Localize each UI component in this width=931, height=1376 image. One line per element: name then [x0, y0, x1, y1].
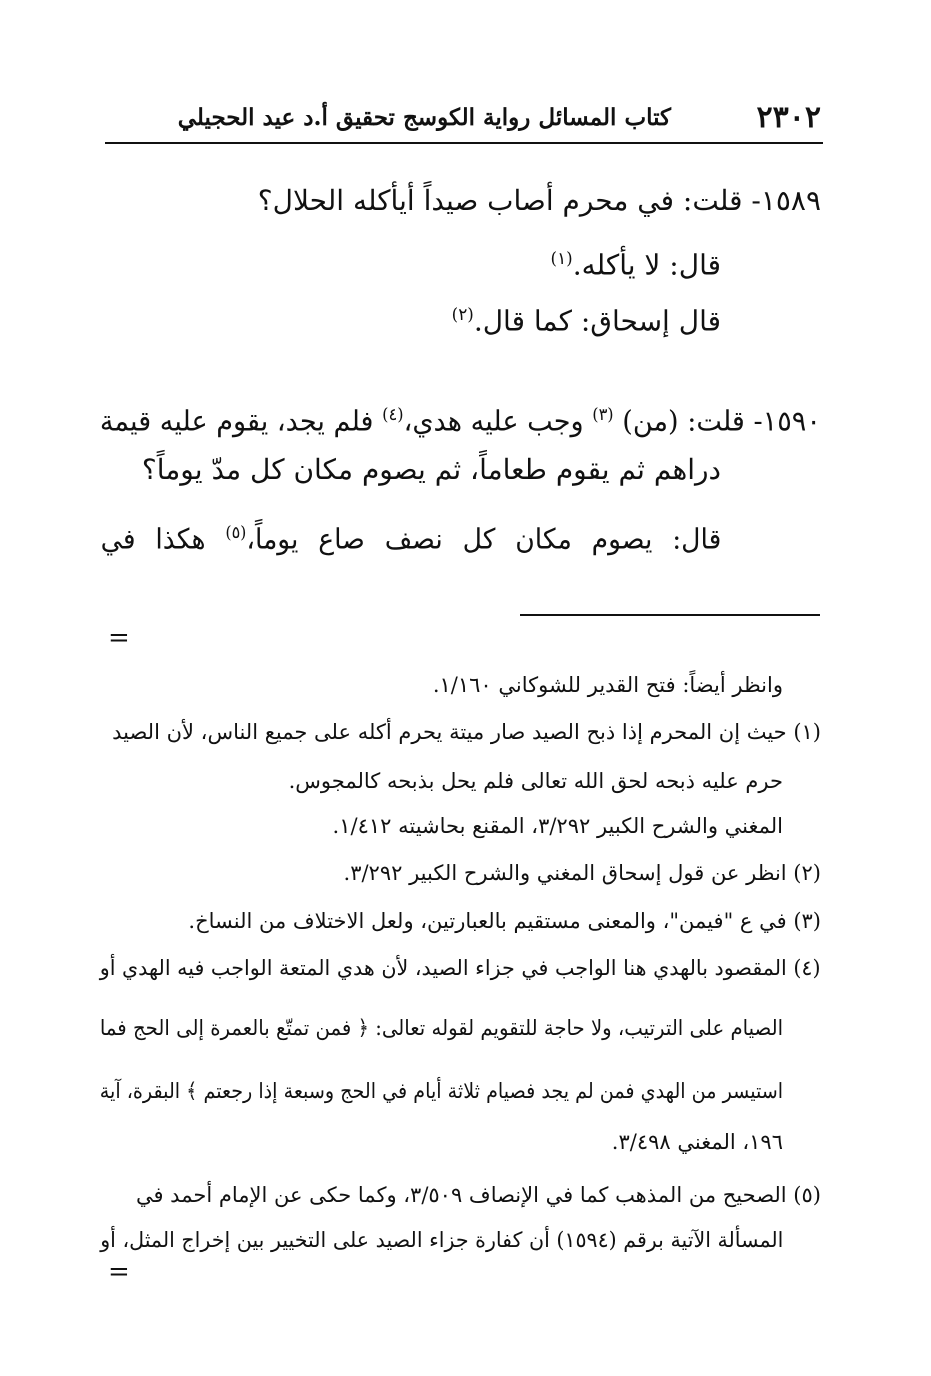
- continuation-mark-top: =: [108, 623, 130, 653]
- continuation-mark-bottom: =: [108, 1257, 130, 1287]
- footnote-2: (٢) انظر عن قول إسحاق المغني والشرح الكبير ٣/٢٩٢.: [343, 861, 821, 885]
- footnote-3: (٣) في ع "فيمن"، والمعنى مستقيم بالعبارتين، ولعل الاختلاف من النساخ.: [188, 909, 821, 933]
- footnote-separator: [520, 614, 820, 616]
- footnote-1: (١) حيث إن المحرم إذا ذبح الصيد صار ميتة يحرم أكله على جميع الناس، لأن الصيد: [112, 720, 821, 744]
- question-text: فلم يجد، يقوم عليه قيمة: [99, 404, 374, 438]
- answer-1590: [100, 514, 721, 557]
- footnote-ref-5: (٥): [224, 522, 247, 542]
- footnote-ref-2: (٢): [451, 304, 474, 324]
- question-1590: [100, 396, 821, 439]
- answer-text: هكذا في: [100, 522, 206, 556]
- question-1589: ١٥٨٩- قلت: في محرم أصاب صيداً أيأكله الحلال؟: [257, 184, 821, 217]
- footnote-continuation: وانظر أيضاً: فتح القدير للشوكاني ١/١٦٠.: [432, 673, 783, 697]
- answer-1589-ishaq: [452, 296, 721, 339]
- running-header: [111, 100, 821, 134]
- footnote-5: (٥) الصحيح من المذهب كما في الإنصاف ٣/٥٠٩، وكما حكى عن الإمام أحمد في: [135, 1183, 821, 1207]
- footnote-1-line2: حرم عليه ذبحه لحق الله تعالى فلم يحل بذبحه كالمجوس.: [288, 769, 783, 793]
- footnote-4-line2: الصيام على الترتيب، ولا حاجة للتقويم لقوله تعالى: ﴿ فمن تمتّع بالعمرة إلى الحج فما: [99, 1016, 783, 1040]
- answer-text: قال: يصوم مكان كل نصف صاع يوماً،: [246, 522, 722, 556]
- question-1590-line2: دراهم ثم يقوم طعاماً، ثم يصوم مكان كل مدّ يوماً؟: [141, 453, 721, 486]
- header-rule: [105, 142, 823, 144]
- page-number: ٢٣٠٢: [756, 100, 821, 135]
- book-title: كتاب المسائل رواية الكوسج تحقيق أ.د عيد الحجيلي: [177, 104, 671, 131]
- answer-text: قال: لا يأكله.: [572, 248, 721, 282]
- answer-text: قال إسحاق: كما قال.: [473, 304, 721, 338]
- footnote-ref-4: (٤): [382, 404, 404, 424]
- question-text: وجب عليه هدي،: [403, 404, 584, 438]
- footnote-4-line4: ١٩٦، المغني ٣/٤٩٨.: [611, 1130, 783, 1154]
- footnote-5-line2: المسألة الآتية برقم (١٥٩٤) أن كفارة جزاء الصيد على التخيير بين إخراج المثل، أو: [99, 1228, 783, 1252]
- answer-1589-ahmad: [551, 240, 721, 283]
- footnote-ref-3: (٣): [592, 404, 614, 424]
- question-text: ١٥٩٠- قلت: (من): [622, 404, 821, 438]
- footnote-4-line3: استيسر من الهدي فمن لم يجد فصيام ثلاثة أيام في الحج وسبعة إذا رجعتم ﴾ البقرة، آية: [99, 1079, 783, 1103]
- footnote-1-line3: المغني والشرح الكبير ٣/٢٩٢، المقنع بحاشيته ١/٤١٢.: [332, 814, 783, 838]
- footnote-ref-1: (١): [550, 248, 573, 268]
- footnote-4: (٤) المقصود بالهدي هنا الواجب في جزاء الصيد، لأن هدي المتعة الواجب فيه الهدي أو: [100, 956, 821, 980]
